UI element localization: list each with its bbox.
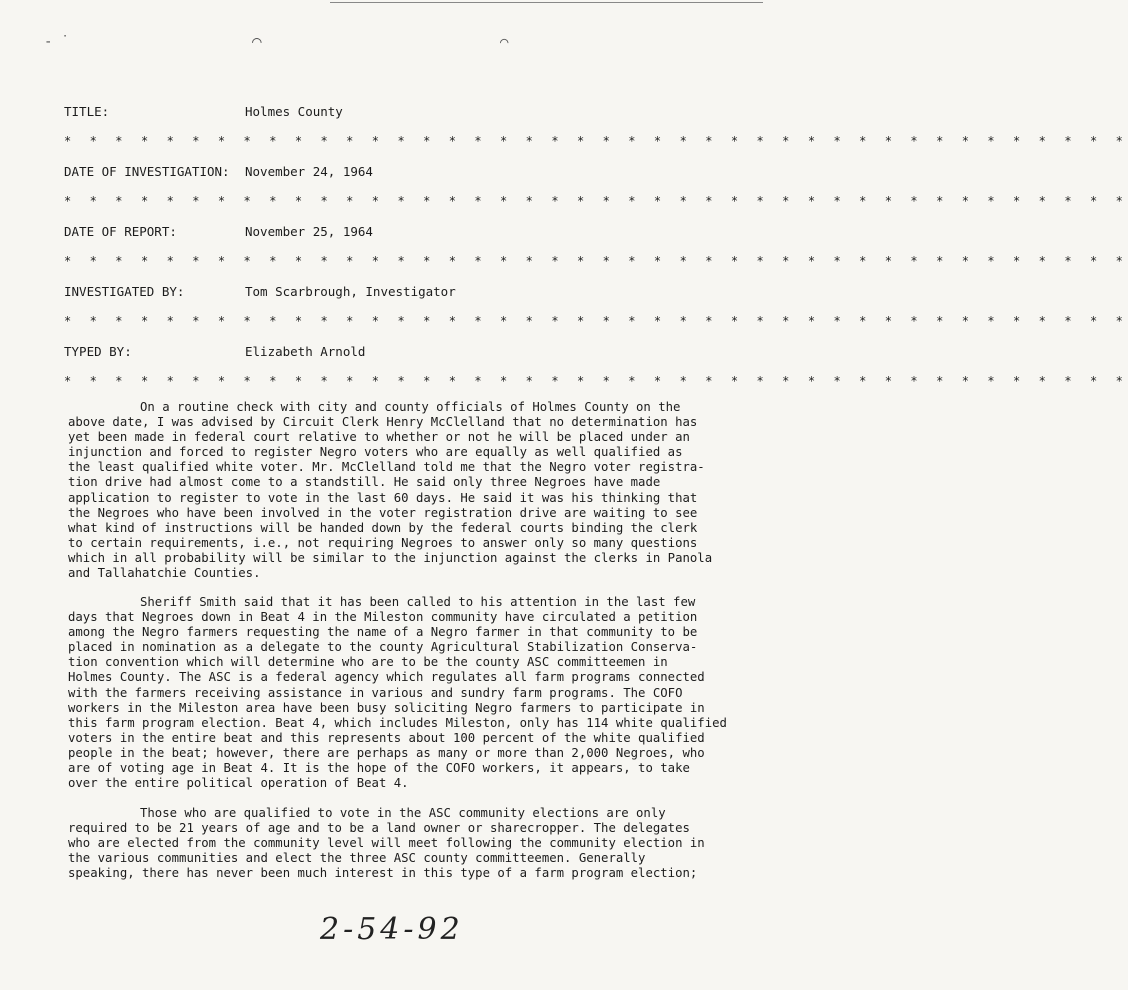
date-of-investigation-value: November 24, 1964 (245, 164, 373, 179)
text-line: people in the beat; however, there are perhaps as many or more than 2,000 Negroes, who (68, 745, 705, 760)
text-line: the least qualified white voter. Mr. McClelland told me that the Negro voter registra- (68, 460, 705, 475)
text-line: the Negroes who have been involved in the voter registration drive are waiting to see (68, 505, 698, 520)
scan-mark: ‐ ˙ (44, 34, 70, 50)
text-line: and Tallahatchie Counties. (68, 566, 261, 581)
date-of-investigation-label: DATE OF INVESTIGATION: (64, 164, 230, 179)
text-line: who are elected from the community level will meet following the community election in (68, 836, 705, 851)
text-line: Sheriff Smith said that it has been called to his attention in the last few (140, 595, 696, 609)
text-line: to certain requirements, i.e., not requiring Negroes to answer only so many questions (68, 535, 698, 550)
scan-mark: ⌒ (500, 34, 509, 50)
separator: * * * * * * * * * * * * * * * * * * * * * * * * * * * * * * * * * * * * * * * * * * (64, 374, 1128, 388)
separator: * * * * * * * * * * * * * * * * * * * * * * * * * * * * * * * * * * * * * * * * * * (64, 134, 1128, 148)
text-line: Those who are qualified to vote in the ASC community elections are only (140, 806, 666, 820)
text-line: speaking, there has never been much interest in this type of a farm program election; (68, 866, 698, 881)
investigated-by-value: Tom Scarbrough, Investigator (245, 284, 456, 299)
typed-by-label: TYPED BY: (64, 344, 132, 359)
text-line: tion convention which will determine who are to be the county ASC committeemen in (68, 655, 668, 670)
paragraph-2 (68, 595, 728, 791)
document-number: 2-54-92 (320, 912, 464, 947)
text-line: the various communities and elect the three ASC county committeemen. Generally (68, 851, 646, 866)
text-line: above date, I was advised by Circuit Clerk Henry McClelland that no determination has (68, 415, 698, 430)
text-line: this farm program election. Beat 4, which includes Mileston, only has 114 white qualified (68, 715, 727, 730)
paragraph-3 (68, 806, 728, 881)
title-value: Holmes County (245, 104, 343, 119)
text-line: placed in nomination as a delegate to the county Agricultural Stabilization Conserva- (68, 640, 698, 655)
text-line: tion drive had almost come to a standstill. He said only three Negroes have made (68, 475, 661, 490)
text-line: Holmes County. The ASC is a federal agency which regulates all farm programs connected (68, 670, 705, 685)
separator: * * * * * * * * * * * * * * * * * * * * * * * * * * * * * * * * * * * * * * * * * * (64, 194, 1128, 208)
text-line: yet been made in federal court relative to whether or not he will be placed under an (68, 430, 690, 445)
investigated-by-label: INVESTIGATED BY: (64, 284, 185, 299)
typed-by-value: Elizabeth Arnold (245, 344, 366, 359)
separator: * * * * * * * * * * * * * * * * * * * * * * * * * * * * * * * * * * * * * * * * * * (64, 314, 1128, 328)
paragraph-1 (68, 400, 728, 581)
scan-mark: ◠ (252, 32, 262, 51)
date-of-report-label: DATE OF REPORT: (64, 224, 177, 239)
date-of-report-value: November 25, 1964 (245, 224, 373, 239)
text-line: voters in the entire beat and this represents about 100 percent of the white qualified (68, 730, 705, 745)
text-line: what kind of instructions will be handed down by the federal courts binding the clerk (68, 520, 698, 535)
text-line: over the entire political operation of Beat 4. (68, 776, 409, 791)
text-line: required to be 21 years of age and to be a land owner or sharecropper. The delegates (68, 821, 690, 836)
text-line: days that Negroes down in Beat 4 in the Mileston community have circulated a petition (68, 610, 698, 625)
text-line: among the Negro farmers requesting the name of a Negro farmer in that community to be (68, 625, 698, 640)
top-border-line (330, 2, 763, 3)
text-line: application to register to vote in the last 60 days. He said it was his thinking that (68, 490, 698, 505)
text-line: are of voting age in Beat 4. It is the hope of the COFO workers, it appears, to take (68, 761, 690, 776)
text-line: injunction and forced to register Negro voters who are equally as well qualified as (68, 445, 683, 460)
title-label: TITLE: (64, 104, 110, 119)
text-line: On a routine check with city and county officials of Holmes County on the (140, 400, 681, 414)
text-line: workers in the Mileston area have been busy soliciting Negro farmers to participate in (68, 700, 705, 715)
text-line: with the farmers receiving assistance in various and sundry farm programs. The COFO (68, 685, 683, 700)
separator: * * * * * * * * * * * * * * * * * * * * * * * * * * * * * * * * * * * * * * * * * * (64, 254, 1128, 268)
text-line: which in all probability will be similar to the injunction against the clerks in Panola (68, 550, 713, 565)
